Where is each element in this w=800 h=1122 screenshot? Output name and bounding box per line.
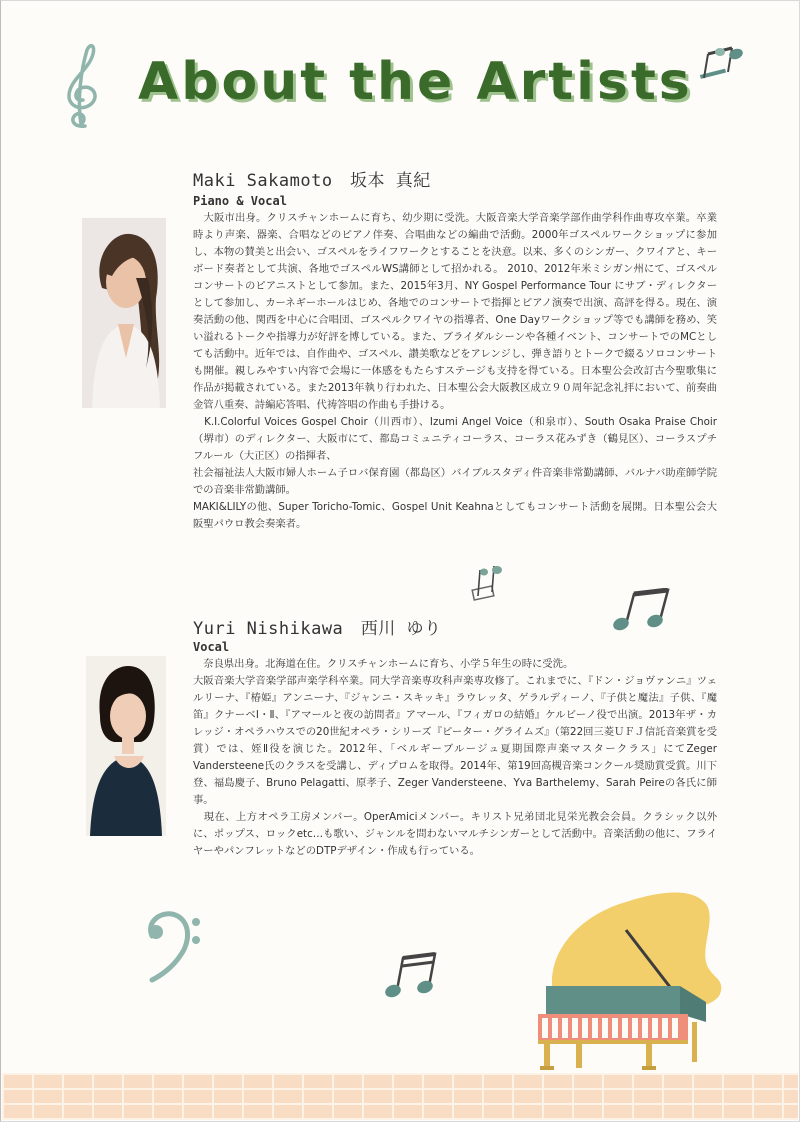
artist-role: Vocal (193, 640, 230, 654)
bio-paragraph: 社会福祉法人大阪市婦人ホーム子ロバ保育園（都島区）バイブルスタディ件音楽非常勤講師、バルナバ助産師学院での音楽非常勤講師。 (193, 467, 717, 496)
bio-paragraph: 奈良県出身。北海道在住。クリスチャンホームに育ち、小学５年生の時に受洗。 (193, 658, 574, 670)
music-note-icon (470, 562, 502, 604)
bio-paragraph: K.I.Colorful Voices Gospel Choir（川西市）、Izumi Angel Voice（和泉市）、South Osaka Praise Choir（堺市）のディレクター、大阪市にて、都島コミュニティコーラス、コーラス花みずき（鶴見区）、コーラスプチフルール（大正区）の指揮者、 (193, 416, 717, 462)
bio-paragraph: 現在、上方オペラ工房メンバー。OperAmiciメンバー。キリスト兄弟団北見栄光教会会員。クラシック以外に、ポップス、ロックetc…も歌い、ジャンルを問わないマルチシンガーとして活動中。音楽活動の他に、フライヤーやパンフレットなどのDTPデザイン・作成も行っている。 (193, 811, 717, 857)
grand-piano-icon (530, 882, 730, 1074)
artist-name: Maki Sakamoto 坂本 真紀 (193, 171, 431, 191)
artist-photo (82, 218, 166, 408)
bio-paragraph: MAKI&LILYの他、Super Toricho-Tomic、Gospel Unit Keahnaとしてもコンサート活動を展開。日本聖公会大阪聖パウロ教会奏楽者。 (193, 501, 717, 530)
artist-role: Piano & Vocal (193, 194, 287, 208)
page-title: About the Artists (138, 52, 693, 112)
music-note-icon (383, 950, 441, 1002)
bio-paragraph: 大阪音楽大学音楽学部声楽学科卒業。同大学音楽専攻科声楽専攻修了。これまでに、『ドン・ジョヴァンニ』ツェルリーナ、『椿姫』アンニーナ、『ジャンニ・スキッキ』ラウレッタ、ゲラルディーノ、『子供と魔法』子供、『魔笛』クナーベⅠ・Ⅱ、『アマールと夜の訪問者』アマール、『フィガロの結婚』ケルビーノ役で出演。2013年ザ・カレッジ・オペラハウスでの20世紀オペラ・シリーズ『ピーター・グライムズ』（第22回三菱ＵＦＪ信託音楽賞を受賞）では、姪Ⅱ役を演じた。2012年、「ベルギーブルージュ夏期国際声楽マスタークラス」にてZeger Vandersteene氏のクラスを受講し、ディプロムを取得。2014年、第19回高槻音楽コンクール奨励賞受賞。川下登、福島慶子、Bruno Pelagatti、原孝子、Zeger Vandersteene、Yva Barthelemy、Sarah Peireの各氏に師事。 (193, 675, 717, 806)
artist-photo (86, 656, 166, 836)
bio-paragraph: 大阪市出身。クリスチャンホームに育ち、幼少期に受洗。大阪音楽大学音楽学部作曲学科作曲専攻卒業。卒業時より声楽、器楽、合唱などのピアノ伴奏、合唱曲などの編曲で活動。2000年ゴスペルワークショップに参加し、本物の賛美と出会い、ゴスペルをライフワークとすることを決意。以来、多くのシンガー、クワイアと、キーボード奏者として共演、各地でゴスペルWS講師として招かれる。 2010、2012年米ミシガン州にて、ゴスペルコンサートのピアニストとして参加。また、2015年3月、NY Gospel Performance Tour にサブ・ディレクターとして参加し、カーネギーホールはじめ、各地でのコンサートで指揮とピアノ演奏で出演、高評を得る。現在、演奏活動の他、関西を中心に合唱団、ゴスペルクワイヤの指導者、One Dayワークショップ等でも講師を務め、笑い溢れるトークや指導力が好評を博している。また、ブライダルシーンや各種イベント、コンサートでのMCとしても活動中。近年では、自作曲や、ゴスペル、讃美歌などをアレンジし、弾き語りとトークで綴るソロコンサートも開催。親しみやすい内容で会場に一体感をもたらすステージも支持を得ている。日本聖公会改訂古今聖歌集に作品が掲載されている。また2013年執り行われた、日本聖公会大阪教区成立９０周年記念礼拝において、前奏曲金管八重奏、詩編応答唱、代祷答唱の作曲も手掛ける。 (193, 212, 717, 411)
treble-clef-icon (55, 40, 105, 132)
brick-floor (2, 1073, 798, 1120)
artist-bio (193, 656, 717, 860)
music-note-icon (694, 40, 750, 86)
bass-clef-icon (140, 906, 206, 984)
artist-name: Yuri Nishikawa 西川 ゆり (193, 619, 442, 639)
artist-bio (193, 210, 717, 533)
music-note-icon (608, 588, 674, 634)
